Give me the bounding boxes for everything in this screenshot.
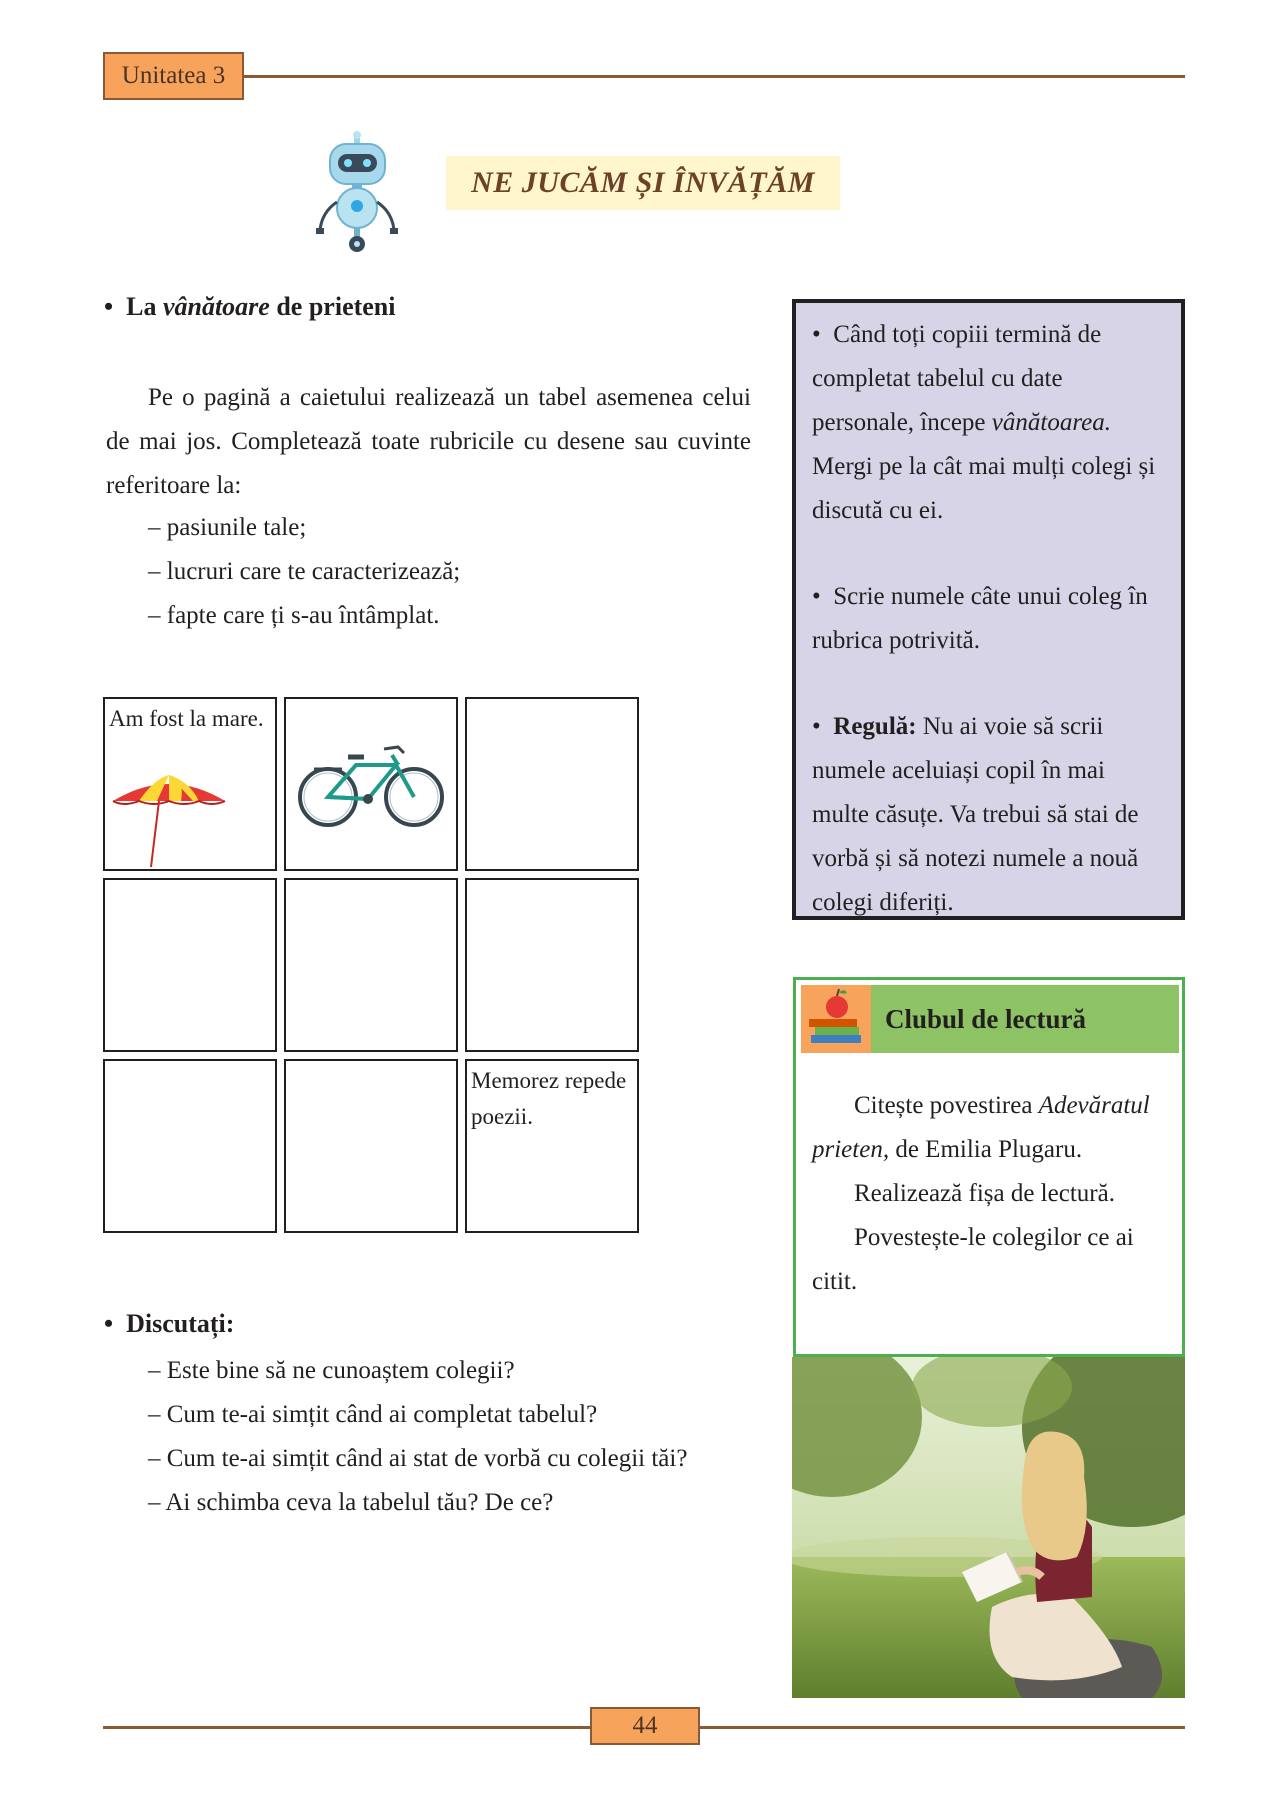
grid-cell-text: Am fost la mare. [109, 706, 264, 731]
instruction-paragraph: • Regulă: Nu ai voie să scrii numele aceluiași copil în mai multe căsuțe. Va trebui să stai de vorbă și să notezi numele a nouă colegi diferiți. [812, 713, 1139, 916]
grid-cell [103, 1059, 277, 1233]
reading-club-title: Clubul de lectură [885, 1003, 1087, 1034]
club-paragraph: Realizează fișa de lectură. [854, 1180, 1115, 1207]
reading-club-header [801, 985, 1179, 1053]
footer-rule-right [700, 1726, 1185, 1729]
instructions-box [792, 299, 1185, 920]
list-item: – Ai schimba ceva la tabelul tău? De ce? [148, 1489, 554, 1516]
grid-cell-text: Memorez repede poezii. [471, 1068, 627, 1129]
list-item: – pasiunile tale; [148, 514, 307, 541]
girl-reading-photo [792, 1357, 1185, 1698]
grid-cell [465, 1059, 639, 1233]
grid-cell [103, 697, 277, 871]
activity-intro: Pe o pagină a caietului realizează un tabel asemenea celui de mai jos. Completează toate rubricile cu desene sau cuvinte referitoare la: [106, 384, 751, 499]
instruction-paragraph: • Când toți copiii termină de completat tabelul cu date personale, începe vânătoarea. Mergi pe la cât mai mulți colegi și discută cu ei. [812, 321, 1156, 524]
bullet-icon: • [104, 1309, 127, 1338]
grid-cell [465, 878, 639, 1052]
discussion-title: • Discutați: [104, 1309, 235, 1338]
grid-cell [103, 878, 277, 1052]
club-paragraph: Citește povestirea Adevăratul prieten, de Emilia Plugaru. [812, 1092, 1150, 1163]
profile-grid [103, 697, 639, 1233]
bullet-icon: • [812, 321, 834, 348]
list-item: – Este bine să ne cunoaștem colegii? [148, 1357, 515, 1384]
reading-club-box [793, 977, 1185, 1357]
instruction-paragraph: • Scrie numele câte unui coleg în rubrica potrivită. [812, 583, 1148, 654]
bullet-icon: • [812, 583, 834, 610]
beach-umbrella-icon [109, 773, 231, 869]
bicycle-icon [296, 735, 446, 835]
footer-rule-left [103, 1726, 590, 1729]
list-item: – lucruri care te caracterizează; [148, 558, 461, 585]
grid-cell [284, 878, 458, 1052]
robot-icon [310, 130, 405, 254]
grid-cell [465, 697, 639, 871]
bullet-icon: • [812, 713, 834, 740]
reading-club-text [812, 1084, 1172, 1304]
grid-cell [284, 697, 458, 871]
list-item: – fapte care ți s-au întâmplat. [148, 602, 440, 629]
discussion-list [106, 1349, 751, 1525]
header-rule [244, 75, 1185, 78]
bullet-icon: • [104, 292, 127, 321]
books-apple-icon [801, 985, 871, 1053]
activity-title: • La vânătoare de prieteni [104, 292, 396, 321]
club-paragraph: Povestește-le colegilor ce ai citit. [812, 1224, 1134, 1295]
list-item: – Cum te-ai simțit când ai completat tabelul? [148, 1401, 598, 1428]
list-item: – Cum te-ai simțit când ai stat de vorbă cu colegii tăi? [148, 1445, 688, 1472]
section-title: NE JUCĂM ȘI ÎNVĂȚĂM [446, 156, 840, 210]
unit-label: Unitatea 3 [103, 52, 244, 100]
grid-cell [284, 1059, 458, 1233]
activity-list [104, 506, 749, 638]
page-number: 44 [590, 1707, 700, 1745]
